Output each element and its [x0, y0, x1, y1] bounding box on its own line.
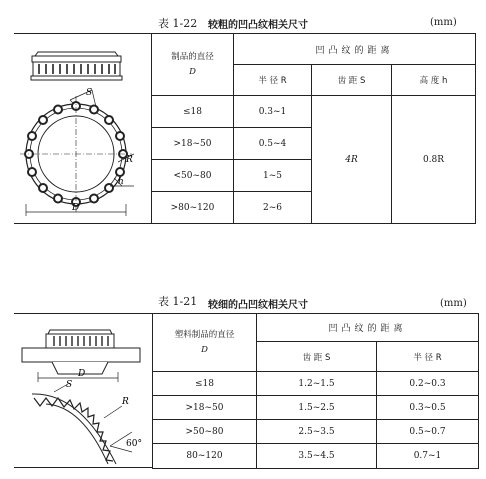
table2-cell-r: 0.3~0.5: [377, 396, 479, 420]
table2-header-pitch: 齿 距 S: [257, 342, 377, 372]
table2-cell-r: 0.5~0.7: [377, 420, 479, 444]
table1-number: 表 1-22: [158, 17, 198, 30]
table2-cell-d: >50~80: [153, 420, 257, 444]
table1-cell-pitch: 4R: [312, 96, 392, 224]
table1: [151, 33, 476, 224]
table1-cell-r: 2~6: [234, 192, 312, 224]
table2-header-radius: 半 径 R: [377, 342, 479, 372]
table1-cell-r: 0.5~4: [234, 128, 312, 160]
table2-figure: [10, 314, 152, 474]
table2-cell-r: 0.2~0.3: [377, 372, 479, 396]
table1-header-pitch: 齿 距 S: [312, 65, 392, 96]
table-row: [152, 96, 476, 128]
table2-cell-s: 1.2~1.5: [257, 372, 377, 396]
table1-header-height: 高 度 h: [392, 65, 476, 96]
table2-header-diameter-label: 塑料制品的直径: [174, 329, 235, 340]
table1-title: 较粗的凹凸纹相关尺寸: [208, 20, 308, 31]
table2-cell-s: 1.5~2.5: [257, 396, 377, 420]
table1-fig-label-r: R: [126, 155, 133, 165]
table1-header-diameter-symbol: D: [189, 66, 196, 77]
table-row: [153, 444, 479, 469]
table2-fig-label-d: D: [78, 369, 86, 379]
table1-header-radius: 半 径 R: [234, 65, 312, 96]
table1-fig-label-h: h: [118, 177, 124, 187]
table1-header-group: 凹凸纹的距离: [234, 34, 476, 65]
table1-cell-d: <50~80: [152, 160, 234, 192]
table2: [152, 313, 479, 469]
table1-unit: (mm): [430, 17, 457, 28]
table1-fig-label-d: D: [72, 203, 80, 213]
table1-cell-d: >18~50: [152, 128, 234, 160]
table2-number: 表 1-21: [158, 295, 198, 308]
table2-header-diameter-symbol: D: [201, 344, 208, 355]
table2-cell-s: 3.5~4.5: [257, 444, 377, 469]
table1-figure: [10, 34, 152, 224]
table2-title: 较细的凸凹纹相关尺寸: [208, 300, 308, 311]
table2-header-group: 凹凸纹的距离: [257, 314, 479, 342]
table2-header-diameter: [153, 314, 257, 372]
table2-fig-label-s: S: [66, 380, 73, 390]
table1-cell-height: 0.8R: [392, 96, 476, 224]
table1-figure-bottom-rule: [14, 223, 151, 224]
table2-cell-d: >18~50: [153, 396, 257, 420]
table-row: [153, 396, 479, 420]
table2-cell-s: 2.5~3.5: [257, 420, 377, 444]
table1-cell-r: 1~5: [234, 160, 312, 192]
table2-unit: (mm): [440, 298, 467, 309]
table-row: [153, 420, 479, 444]
table2-cell-d: ≤18: [153, 372, 257, 396]
table1-header-diameter-label: 制品的直径: [171, 51, 214, 62]
table2-fig-label-angle: 60°: [126, 439, 142, 449]
table2-fig-label-r: R: [122, 397, 129, 407]
table1-cell-d: >80~120: [152, 192, 234, 224]
table1-cell-d: ≤18: [152, 96, 234, 128]
table1-header-diameter: [152, 34, 234, 96]
table1-fig-label-s: S: [86, 88, 93, 98]
table-row: [153, 372, 479, 396]
table1-cell-r: 0.3~1: [234, 96, 312, 128]
table2-cell-r: 0.7~1: [377, 444, 479, 469]
table2-cell-d: 80~120: [153, 444, 257, 469]
table2-figure-bottom-rule: [14, 467, 152, 468]
